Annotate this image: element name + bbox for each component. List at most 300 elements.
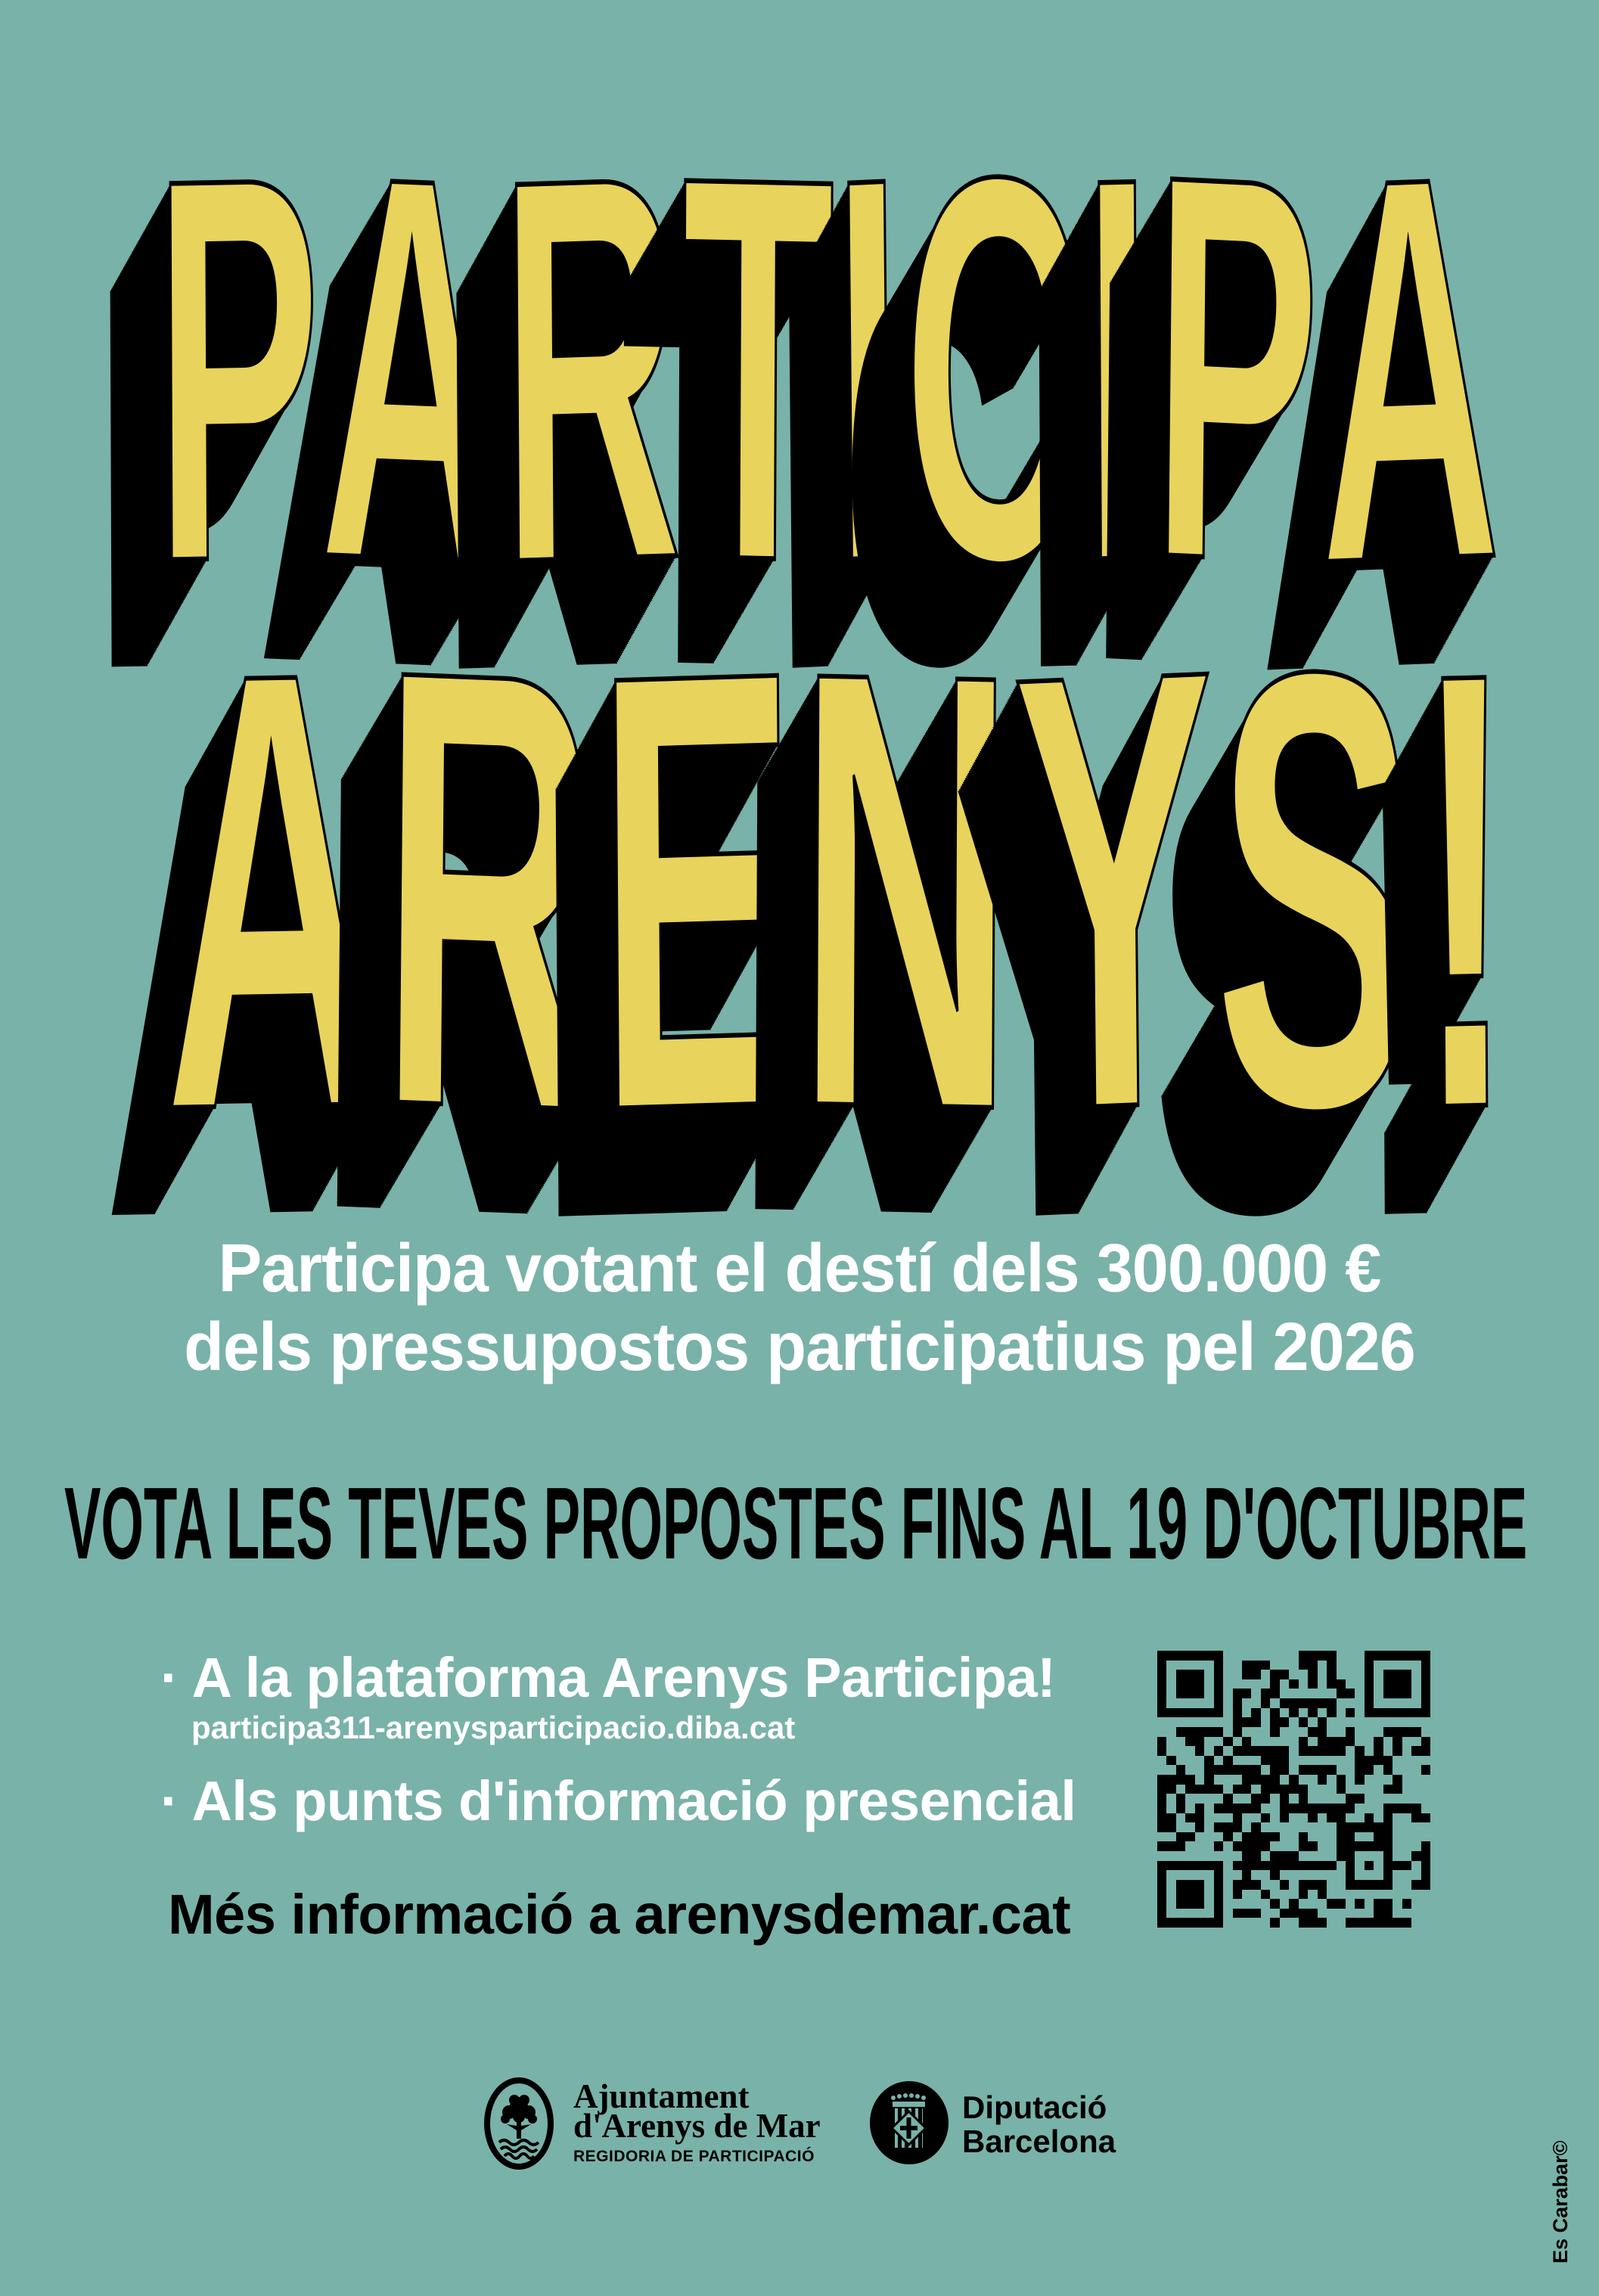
qr-module	[1251, 1727, 1260, 1737]
qr-module	[1195, 1841, 1204, 1851]
qr-module	[1195, 1708, 1204, 1718]
qr-module	[1280, 1794, 1289, 1804]
qr-module	[1289, 1899, 1298, 1909]
qr-module	[1289, 1813, 1298, 1823]
qr-module	[1383, 1689, 1393, 1698]
qr-module	[1289, 1737, 1298, 1747]
qr-module	[1270, 1689, 1279, 1698]
qr-module	[1157, 1717, 1166, 1727]
qr-module	[1374, 1899, 1383, 1909]
qr-module	[1299, 1794, 1308, 1804]
qr-module	[1233, 1737, 1242, 1747]
qr-module	[1289, 1841, 1298, 1851]
qr-module	[1327, 1717, 1336, 1727]
qr-module	[1261, 1698, 1270, 1708]
qr-module	[1308, 1765, 1317, 1775]
qr-module	[1402, 1851, 1411, 1861]
qr-module	[1402, 1717, 1411, 1727]
qr-module	[1318, 1841, 1327, 1851]
qr-module	[1421, 1851, 1430, 1861]
qr-module	[1374, 1775, 1383, 1785]
qr-module	[1157, 1899, 1166, 1909]
qr-module	[1251, 1717, 1260, 1727]
qr-module	[1242, 1737, 1251, 1747]
qr-module	[1261, 1890, 1270, 1900]
qr-module	[1308, 1822, 1317, 1832]
qr-module	[1157, 1689, 1166, 1698]
qr-module	[1242, 1698, 1251, 1708]
qr-module	[1270, 1756, 1279, 1766]
qr-module	[1411, 1727, 1420, 1737]
qr-module	[1270, 1813, 1279, 1823]
qr-module	[1289, 1870, 1298, 1880]
qr-code	[1157, 1651, 1430, 1928]
qr-module	[1299, 1899, 1308, 1909]
qr-module	[1185, 1832, 1194, 1842]
qr-module	[1195, 1899, 1204, 1909]
qr-module	[1204, 1794, 1213, 1804]
qr-module	[1327, 1765, 1336, 1775]
qr-module	[1185, 1822, 1194, 1832]
qr-module	[1402, 1880, 1411, 1890]
qr-module	[1383, 1746, 1393, 1756]
qr-module	[1411, 1861, 1420, 1871]
qr-module	[1242, 1870, 1251, 1880]
qr-module	[1233, 1756, 1242, 1766]
qr-module	[1327, 1870, 1336, 1880]
qr-module	[1195, 1785, 1204, 1794]
qr-module	[1185, 1746, 1194, 1756]
qr-module	[1337, 1727, 1346, 1737]
qr-module	[1251, 1689, 1260, 1698]
qr-module	[1355, 1861, 1364, 1871]
qr-module	[1365, 1909, 1374, 1919]
bullet-dot-icon: ·	[160, 1769, 179, 1832]
qr-module	[1280, 1651, 1289, 1661]
qr-module	[1393, 1765, 1402, 1775]
headline-arenys: ARENYS!	[162, 540, 1517, 1243]
qr-module	[1251, 1765, 1260, 1775]
qr-module	[1270, 1832, 1279, 1842]
qr-module	[1289, 1689, 1298, 1698]
qr-module	[1374, 1717, 1383, 1727]
qr-module	[1157, 1890, 1166, 1900]
qr-module	[1261, 1708, 1270, 1718]
qr-module	[1308, 1870, 1317, 1880]
qr-module	[1185, 1679, 1194, 1689]
qr-module	[1337, 1804, 1346, 1813]
qr-module	[1289, 1794, 1298, 1804]
qr-module	[1355, 1746, 1364, 1756]
qr-module	[1337, 1785, 1346, 1794]
qr-module	[1327, 1794, 1336, 1804]
qr-module	[1195, 1651, 1204, 1661]
qr-module	[1308, 1708, 1317, 1718]
qr-module	[1318, 1661, 1327, 1670]
qr-module	[1402, 1909, 1411, 1919]
qr-module	[1204, 1670, 1213, 1679]
qr-module	[1261, 1727, 1270, 1737]
qr-module	[1289, 1909, 1298, 1919]
qr-module	[1185, 1670, 1194, 1679]
qr-module	[1280, 1804, 1289, 1813]
qr-module	[1346, 1785, 1355, 1794]
qr-module	[1157, 1698, 1166, 1708]
qr-module	[1365, 1870, 1374, 1880]
qr-module	[1411, 1765, 1420, 1775]
qr-module	[1299, 1689, 1308, 1698]
qr-module	[1251, 1851, 1260, 1861]
qr-module	[1214, 1880, 1223, 1890]
qr-module	[1214, 1717, 1223, 1727]
qr-module	[1411, 1717, 1420, 1727]
qr-module	[1393, 1918, 1402, 1928]
qr-module	[1383, 1822, 1393, 1832]
qr-module	[1261, 1918, 1270, 1928]
qr-module	[1195, 1880, 1204, 1890]
qr-module	[1214, 1804, 1223, 1813]
qr-module	[1195, 1909, 1204, 1919]
qr-module	[1365, 1679, 1374, 1689]
qr-module	[1157, 1661, 1166, 1670]
qr-module	[1233, 1775, 1242, 1785]
qr-module	[1402, 1832, 1411, 1842]
qr-module	[1355, 1890, 1364, 1900]
qr-module	[1251, 1880, 1260, 1890]
qr-module	[1299, 1841, 1308, 1851]
qr-module	[1374, 1689, 1383, 1698]
qr-module	[1242, 1832, 1251, 1842]
qr-module	[1204, 1899, 1213, 1909]
qr-module	[1242, 1708, 1251, 1718]
qr-module	[1270, 1822, 1279, 1832]
qr-module	[1223, 1708, 1232, 1718]
qr-module	[1223, 1832, 1232, 1842]
qr-module	[1223, 1890, 1232, 1900]
qr-module	[1355, 1880, 1364, 1890]
qr-module	[1318, 1679, 1327, 1689]
qr-module	[1383, 1708, 1393, 1718]
qr-module	[1261, 1851, 1270, 1861]
qr-module	[1242, 1765, 1251, 1775]
qr-module	[1242, 1756, 1251, 1766]
qr-module	[1402, 1870, 1411, 1880]
qr-module	[1318, 1708, 1327, 1718]
qr-module	[1374, 1822, 1383, 1832]
qr-module	[1393, 1746, 1402, 1756]
qr-module	[1251, 1651, 1260, 1661]
qr-module	[1374, 1851, 1383, 1861]
qr-module	[1204, 1909, 1213, 1919]
qr-module	[1270, 1880, 1279, 1890]
qr-module	[1318, 1698, 1327, 1708]
qr-module	[1289, 1670, 1298, 1679]
qr-module	[1176, 1670, 1185, 1679]
qr-module	[1223, 1717, 1232, 1727]
qr-module	[1214, 1651, 1223, 1661]
qr-module	[1280, 1708, 1289, 1718]
qr-module	[1327, 1661, 1336, 1670]
qr-module	[1166, 1822, 1175, 1832]
qr-module	[1214, 1794, 1223, 1804]
qr-module	[1185, 1880, 1194, 1890]
qr-module	[1355, 1804, 1364, 1813]
qr-module	[1383, 1727, 1393, 1737]
qr-module	[1166, 1832, 1175, 1842]
qr-module	[1233, 1841, 1242, 1851]
qr-module	[1346, 1870, 1355, 1880]
qr-module	[1270, 1651, 1279, 1661]
qr-module	[1233, 1822, 1242, 1832]
qr-module	[1374, 1880, 1383, 1890]
qr-module	[1223, 1661, 1232, 1670]
qr-module	[1411, 1689, 1420, 1698]
qr-module	[1393, 1822, 1402, 1832]
qr-module	[1308, 1670, 1317, 1679]
qr-module	[1421, 1918, 1430, 1928]
qr-module	[1327, 1804, 1336, 1813]
qr-module	[1327, 1679, 1336, 1689]
qr-module	[1223, 1880, 1232, 1890]
qr-module	[1214, 1727, 1223, 1737]
qr-module	[1308, 1661, 1317, 1670]
qr-module	[1242, 1679, 1251, 1689]
qr-module	[1233, 1661, 1242, 1670]
qr-module	[1299, 1708, 1308, 1718]
qr-module	[1402, 1804, 1411, 1813]
qr-module	[1421, 1661, 1430, 1670]
qr-module	[1185, 1890, 1194, 1900]
qr-module	[1355, 1689, 1364, 1698]
platform-url: participa311-arenysparticipacio.diba.cat	[191, 1710, 796, 1745]
qr-module	[1251, 1737, 1260, 1747]
qr-module	[1195, 1737, 1204, 1747]
qr-module	[1261, 1746, 1270, 1756]
qr-module	[1195, 1861, 1204, 1871]
qr-module	[1242, 1880, 1251, 1890]
qr-module	[1365, 1756, 1374, 1766]
qr-module	[1346, 1708, 1355, 1718]
qr-module	[1299, 1804, 1308, 1813]
qr-module	[1157, 1861, 1166, 1871]
qr-module	[1308, 1737, 1317, 1747]
qr-module	[1242, 1670, 1251, 1679]
qr-module	[1299, 1880, 1308, 1890]
qr-module	[1195, 1689, 1204, 1698]
qr-module	[1308, 1890, 1317, 1900]
qr-module	[1421, 1785, 1430, 1794]
qr-module	[1346, 1899, 1355, 1909]
intro-line-2: dels pressupostos participatius pel 2026	[184, 1310, 1415, 1385]
qr-module	[1402, 1737, 1411, 1747]
qr-module	[1214, 1670, 1223, 1679]
qr-module	[1176, 1880, 1185, 1890]
qr-module	[1402, 1813, 1411, 1823]
qr-module	[1204, 1679, 1213, 1689]
qr-module	[1242, 1689, 1251, 1698]
qr-module	[1421, 1651, 1430, 1661]
qr-module	[1223, 1670, 1232, 1679]
bullet-info-points-label: Als punts d'informació presencial	[191, 1769, 1076, 1832]
qr-module	[1393, 1670, 1402, 1679]
qr-module	[1223, 1698, 1232, 1708]
qr-module	[1421, 1737, 1430, 1747]
qr-module	[1365, 1727, 1374, 1737]
qr-module	[1270, 1861, 1279, 1871]
qr-module	[1383, 1918, 1393, 1928]
qr-module	[1223, 1794, 1232, 1804]
qr-module	[1299, 1909, 1308, 1919]
qr-module	[1346, 1813, 1355, 1823]
qr-module	[1299, 1717, 1308, 1727]
qr-module	[1204, 1918, 1213, 1928]
qr-module	[1355, 1737, 1364, 1747]
qr-module	[1289, 1822, 1298, 1832]
qr-module	[1411, 1661, 1420, 1670]
qr-module	[1280, 1689, 1289, 1698]
qr-module	[1242, 1918, 1251, 1928]
qr-module	[1318, 1670, 1327, 1679]
qr-module	[1223, 1813, 1232, 1823]
qr-module	[1346, 1832, 1355, 1842]
qr-module	[1318, 1832, 1327, 1842]
qr-module	[1299, 1861, 1308, 1871]
qr-module	[1214, 1756, 1223, 1766]
qr-module	[1176, 1899, 1185, 1909]
qr-module	[1223, 1727, 1232, 1737]
qr-module	[1204, 1890, 1213, 1900]
qr-module	[1308, 1689, 1317, 1698]
qr-module	[1214, 1679, 1223, 1689]
qr-module	[1166, 1651, 1175, 1661]
qr-module	[1157, 1756, 1166, 1766]
qr-module	[1393, 1890, 1402, 1900]
qr-module	[1270, 1785, 1279, 1794]
qr-module	[1374, 1870, 1383, 1880]
qr-module	[1270, 1841, 1279, 1851]
qr-module	[1337, 1813, 1346, 1823]
qr-module	[1355, 1651, 1364, 1661]
qr-module	[1318, 1756, 1327, 1766]
qr-module	[1393, 1756, 1402, 1766]
qr-module	[1166, 1861, 1175, 1871]
qr-module	[1327, 1708, 1336, 1718]
qr-module	[1157, 1813, 1166, 1823]
qr-module	[1166, 1708, 1175, 1718]
qr-module	[1299, 1756, 1308, 1766]
qr-module	[1289, 1890, 1298, 1900]
qr-module	[1185, 1785, 1194, 1794]
qr-module	[1411, 1822, 1420, 1832]
qr-module	[1365, 1737, 1374, 1747]
qr-module	[1327, 1832, 1336, 1842]
qr-module	[1242, 1813, 1251, 1823]
qr-module	[1251, 1794, 1260, 1804]
qr-module	[1337, 1689, 1346, 1698]
qr-module	[1166, 1775, 1175, 1785]
qr-module	[1251, 1670, 1260, 1679]
qr-module	[1365, 1746, 1374, 1756]
qr-module	[1393, 1899, 1402, 1909]
qr-module	[1166, 1909, 1175, 1919]
designer-credit: Es Carabar©	[1549, 2140, 1572, 2263]
qr-module	[1242, 1851, 1251, 1861]
qr-module	[1195, 1775, 1204, 1785]
qr-module	[1318, 1765, 1327, 1775]
qr-module	[1337, 1775, 1346, 1785]
qr-module	[1421, 1909, 1430, 1919]
qr-module	[1195, 1822, 1204, 1832]
qr-module	[1195, 1870, 1204, 1880]
qr-module	[1280, 1765, 1289, 1775]
ajuntament-line1: Ajuntament	[573, 2077, 750, 2115]
qr-module	[1355, 1765, 1364, 1775]
qr-module	[1393, 1717, 1402, 1727]
qr-module	[1402, 1651, 1411, 1661]
qr-module	[1337, 1698, 1346, 1708]
qr-module	[1383, 1851, 1393, 1861]
qr-module	[1204, 1737, 1213, 1747]
qr-module	[1214, 1813, 1223, 1823]
qr-module	[1261, 1756, 1270, 1766]
qr-module	[1261, 1794, 1270, 1804]
qr-module	[1365, 1918, 1374, 1928]
qr-module	[1185, 1661, 1194, 1670]
qr-module	[1365, 1804, 1374, 1813]
qr-module	[1374, 1765, 1383, 1775]
qr-module	[1299, 1651, 1308, 1661]
qr-module	[1233, 1804, 1242, 1813]
qr-module	[1355, 1813, 1364, 1823]
qr-module	[1374, 1794, 1383, 1804]
qr-module	[1337, 1679, 1346, 1689]
qr-module	[1242, 1890, 1251, 1900]
qr-module	[1251, 1679, 1260, 1689]
qr-module	[1176, 1785, 1185, 1794]
qr-module	[1204, 1880, 1213, 1890]
qr-module	[1411, 1851, 1420, 1861]
qr-module	[1233, 1698, 1242, 1708]
qr-module	[1233, 1670, 1242, 1679]
qr-module	[1251, 1775, 1260, 1785]
qr-module	[1402, 1861, 1411, 1871]
qr-module	[1346, 1822, 1355, 1832]
qr-module	[1374, 1737, 1383, 1747]
qr-module	[1393, 1832, 1402, 1842]
qr-module	[1157, 1909, 1166, 1919]
qr-module	[1261, 1737, 1270, 1747]
qr-module	[1299, 1785, 1308, 1794]
qr-module	[1337, 1765, 1346, 1775]
qr-module	[1157, 1804, 1166, 1813]
qr-module	[1289, 1698, 1298, 1708]
qr-module	[1157, 1727, 1166, 1737]
qr-module	[1421, 1775, 1430, 1785]
qr-module	[1242, 1727, 1251, 1737]
qr-module	[1157, 1832, 1166, 1842]
qr-module	[1299, 1832, 1308, 1842]
qr-module	[1374, 1918, 1383, 1928]
qr-module	[1411, 1899, 1420, 1909]
qr-module	[1411, 1832, 1420, 1842]
qr-module	[1346, 1775, 1355, 1785]
qr-module	[1185, 1861, 1194, 1871]
qr-module	[1233, 1708, 1242, 1718]
qr-module	[1365, 1880, 1374, 1890]
qr-module	[1337, 1822, 1346, 1832]
qr-module	[1327, 1813, 1336, 1823]
qr-module	[1270, 1794, 1279, 1804]
